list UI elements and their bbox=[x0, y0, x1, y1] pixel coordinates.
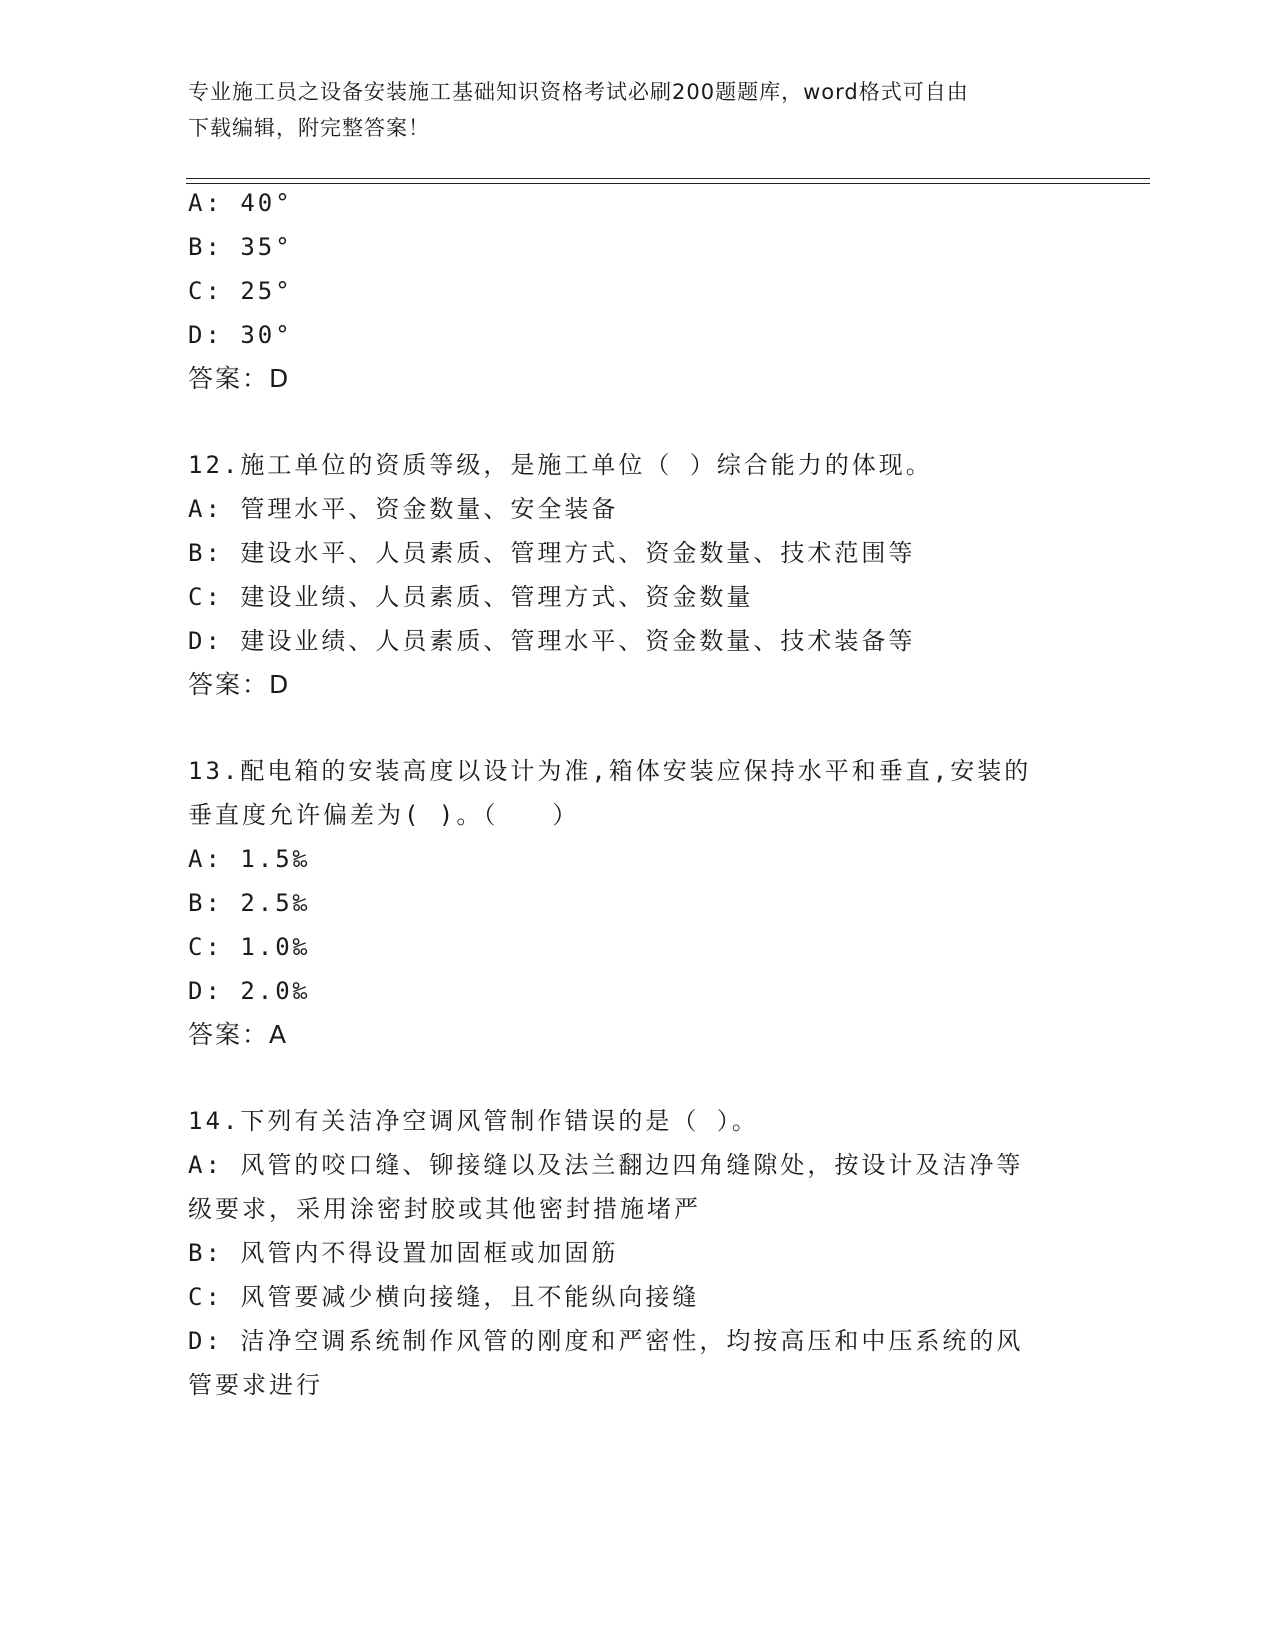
document-header bbox=[188, 74, 1068, 146]
q11-option-c: C: 25° bbox=[188, 277, 293, 305]
q14-option-d-line-2: 管要求进行 bbox=[188, 1371, 323, 1399]
q12-option-c: C: 建设业绩、人员素质、管理方式、资金数量 bbox=[188, 583, 754, 611]
q11-option-b: B: 35° bbox=[188, 233, 293, 261]
q13-option-c: C: 1.0‰ bbox=[188, 933, 311, 961]
q12-answer: 答案：D bbox=[188, 670, 291, 699]
header-divider-top bbox=[186, 178, 1150, 179]
q13-question-line-1: 13.配电箱的安装高度以设计为准,箱体安装应保持水平和垂直,安装的 bbox=[188, 757, 1032, 785]
q14-option-a-line-1: A: 风管的咬口缝、铆接缝以及法兰翻边四角缝隙处，按设计及洁净等 bbox=[188, 1151, 1024, 1179]
header-line-1: 专业施工员之设备安装施工基础知识资格考试必刷200题题库，word格式可自由 bbox=[188, 80, 969, 104]
header-divider-bottom bbox=[186, 183, 1150, 184]
q13-option-d: D: 2.0‰ bbox=[188, 977, 311, 1005]
q13-question-line-2: 垂直度允许偏差为( )。（ ） bbox=[188, 801, 580, 829]
q13-option-a: A: 1.5‰ bbox=[188, 845, 311, 873]
q12-question: 12.施工单位的资质等级，是施工单位（ ）综合能力的体现。 bbox=[188, 451, 933, 479]
q12-option-a: A: 管理水平、资金数量、安全装备 bbox=[188, 495, 619, 523]
q14-option-c: C: 风管要减少横向接缝，且不能纵向接缝 bbox=[188, 1283, 700, 1311]
q13-option-b: B: 2.5‰ bbox=[188, 889, 311, 917]
q14-option-b: B: 风管内不得设置加固框或加固筋 bbox=[188, 1239, 619, 1267]
q13-answer: 答案：A bbox=[188, 1020, 289, 1049]
q11-option-a: A: 40° bbox=[188, 189, 293, 217]
q14-option-a-line-2: 级要求，采用涂密封胶或其他密封措施堵严 bbox=[188, 1195, 701, 1223]
q14-option-d-line-1: D: 洁净空调系统制作风管的刚度和严密性，均按高压和中压系统的风 bbox=[188, 1327, 1024, 1355]
q11-option-d: D: 30° bbox=[188, 321, 293, 349]
q12-option-b: B: 建设水平、人员素质、管理方式、资金数量、技术范围等 bbox=[188, 539, 916, 567]
header-line-2: 下载编辑，附完整答案！ bbox=[188, 116, 430, 140]
q12-option-d: D: 建设业绩、人员素质、管理水平、资金数量、技术装备等 bbox=[188, 627, 916, 655]
q14-question: 14.下列有关洁净空调风管制作错误的是（ ）。 bbox=[188, 1107, 759, 1135]
q11-answer: 答案：D bbox=[188, 364, 291, 393]
